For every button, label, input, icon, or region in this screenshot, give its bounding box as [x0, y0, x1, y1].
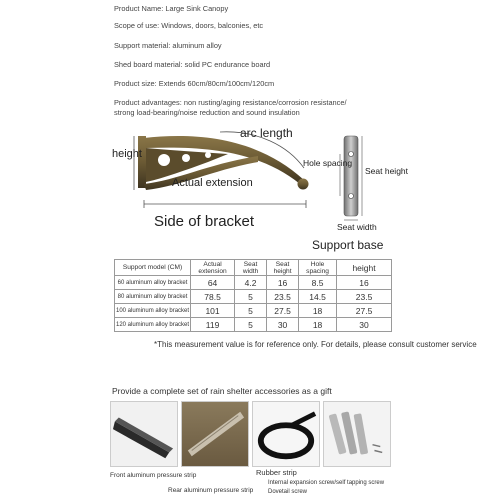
column-header: Actual extension	[191, 260, 235, 276]
accessories-heading: Provide a complete set of rain shelter accessories as a gift	[112, 386, 332, 396]
arc-length-label: arc length	[240, 126, 293, 140]
column-header: Seat width	[235, 260, 267, 276]
table-cell: 64	[191, 276, 235, 290]
table-cell: 18	[299, 304, 337, 318]
pressure-strip-icon	[182, 402, 248, 466]
scope-of-use: Scope of use: Windows, doors, balconies, etc	[114, 21, 264, 30]
table-cell: 14.5	[299, 290, 337, 304]
table-cell: 16	[267, 276, 299, 290]
side-of-bracket-title: Side of bracket	[154, 213, 255, 230]
hole-spacing-label: Hole spacing	[303, 158, 353, 168]
table-row	[115, 304, 392, 318]
seat-width-label: Seat width	[337, 222, 377, 232]
product-advantages-line2: strong load-bearing/noise reduction and sound insulation	[114, 108, 300, 117]
table-cell: 8.5	[299, 276, 337, 290]
screws-caption: Internal expansion screw/self tapping screw	[268, 480, 385, 486]
support-base-illustration	[300, 132, 400, 232]
rubber-strip-caption: Rubber strip	[256, 468, 297, 477]
table-cell: 5	[235, 290, 267, 304]
table-cell: 60 aluminum alloy bracket	[115, 276, 191, 290]
table-row	[115, 290, 392, 304]
screw-icon	[324, 402, 390, 466]
table-row	[115, 276, 392, 290]
actual-extension-label: Actual extension	[172, 177, 253, 189]
product-name: Product Name: Large Sink Canopy	[114, 4, 229, 13]
table-cell: 23.5	[337, 290, 392, 304]
product-size: Product size: Extends 60cm/80cm/100cm/120cm	[114, 79, 275, 88]
screws-photo	[323, 401, 391, 467]
table-cell: 30	[267, 318, 299, 332]
reference-note: *This measurement value is for reference only. For details, please consult customer service	[154, 340, 477, 349]
table-cell: 4.2	[235, 276, 267, 290]
rear-pressure-strip-photo	[181, 401, 249, 467]
table-cell: 5	[235, 304, 267, 318]
column-header: height	[337, 260, 392, 276]
table-cell: 119	[191, 318, 235, 332]
table-cell: 27.5	[267, 304, 299, 318]
table-cell: 27.5	[337, 304, 392, 318]
column-header: Support model (CM)	[115, 260, 191, 276]
table-cell: 18	[299, 318, 337, 332]
table-cell: 23.5	[267, 290, 299, 304]
seat-height-label: Seat height	[365, 166, 409, 176]
table-cell: 120 aluminum alloy bracket	[115, 318, 191, 332]
table-cell: 78.5	[191, 290, 235, 304]
shed-board-material: Shed board material: solid PC endurance board	[114, 60, 271, 69]
table-cell: 30	[337, 318, 392, 332]
rear-strip-caption: Rear aluminum pressure strip	[168, 487, 254, 494]
table-row	[115, 318, 392, 332]
column-header: Seat height	[267, 260, 299, 276]
front-strip-caption: Front aluminum pressure strip	[110, 472, 197, 479]
table-cell: 80 aluminum alloy bracket	[115, 290, 191, 304]
dovetail-screw-caption: Dovetail screw	[268, 489, 308, 495]
bracket-height-label: height	[112, 148, 142, 160]
table-header-row	[115, 260, 392, 276]
table-cell: 16	[337, 276, 392, 290]
table-cell: 5	[235, 318, 267, 332]
column-header: Hole spacing	[299, 260, 337, 276]
table-cell: 100 aluminum alloy bracket	[115, 304, 191, 318]
rubber-strip-photo	[252, 401, 320, 467]
table-cell: 101	[191, 304, 235, 318]
rubber-strip-icon	[253, 402, 319, 466]
support-material: Support material: aluminum alloy	[114, 41, 222, 50]
product-advantages-line1: Product advantages: non rusting/aging resistance/corrosion resistance/	[114, 98, 347, 107]
pressure-strip-icon	[111, 402, 177, 466]
support-base-title: Support base	[312, 238, 384, 252]
front-pressure-strip-photo	[110, 401, 178, 467]
bracket-spec-table	[114, 259, 392, 332]
